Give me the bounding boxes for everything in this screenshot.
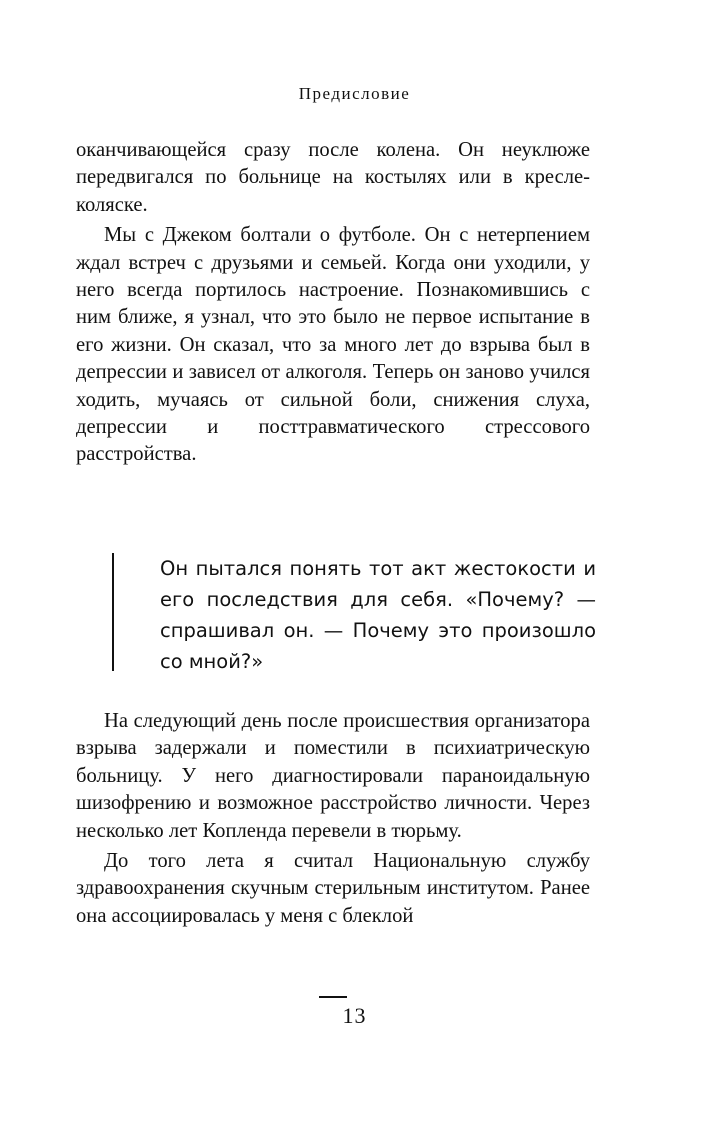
quote-text: Он пытался понять тот акт жестокости и его последствия для себя. «Почему? — спрашивал он. — Почему это произошло со мной?» [160,557,596,673]
paragraph-4: До того лета я считал Национальную службу здравоохранения скучным стерильным институтом. Ранее она ассоциировалась у меня с блеклой [76,850,590,927]
paragraph-2: Мы с Джеком болтали о футболе. Он с нетерпением ждал встреч с друзьями и семьей. Когда они уходили, у него всегда портилось настроение. Познакомившись с ним ближе, я узнал, что это было не первое испытание в его жизни. Он сказал, что за много лет до взрыва был в депрессии и зависел от алкоголя. Теперь он заново учился ходить, мучаясь от сильной боли, снижения слуха, депрессии и посттравматического стрессового расстройства. [76,224,590,466]
quote-rule [112,553,114,671]
page-number-rule [319,996,347,998]
running-header: Предисловие [298,84,411,103]
paragraph-1: оканчивающейся сразу после колена. Он неуклюже передвигался по больнице на костылях или в кресле-коляске. [76,139,590,216]
body-text-bottom [76,708,590,930]
paragraph-3: На следующий день после происшествия организатора взрыва задержали и поместили в психиатрическую больницу. У него диагностировали параноидальную шизофрению и возможное расстройство личности. Через несколько лет Копленда перевели в тюрьму. [76,710,590,842]
page-number: 13 [342,1003,367,1028]
body-text-top [76,137,590,469]
pull-quote [112,553,596,673]
